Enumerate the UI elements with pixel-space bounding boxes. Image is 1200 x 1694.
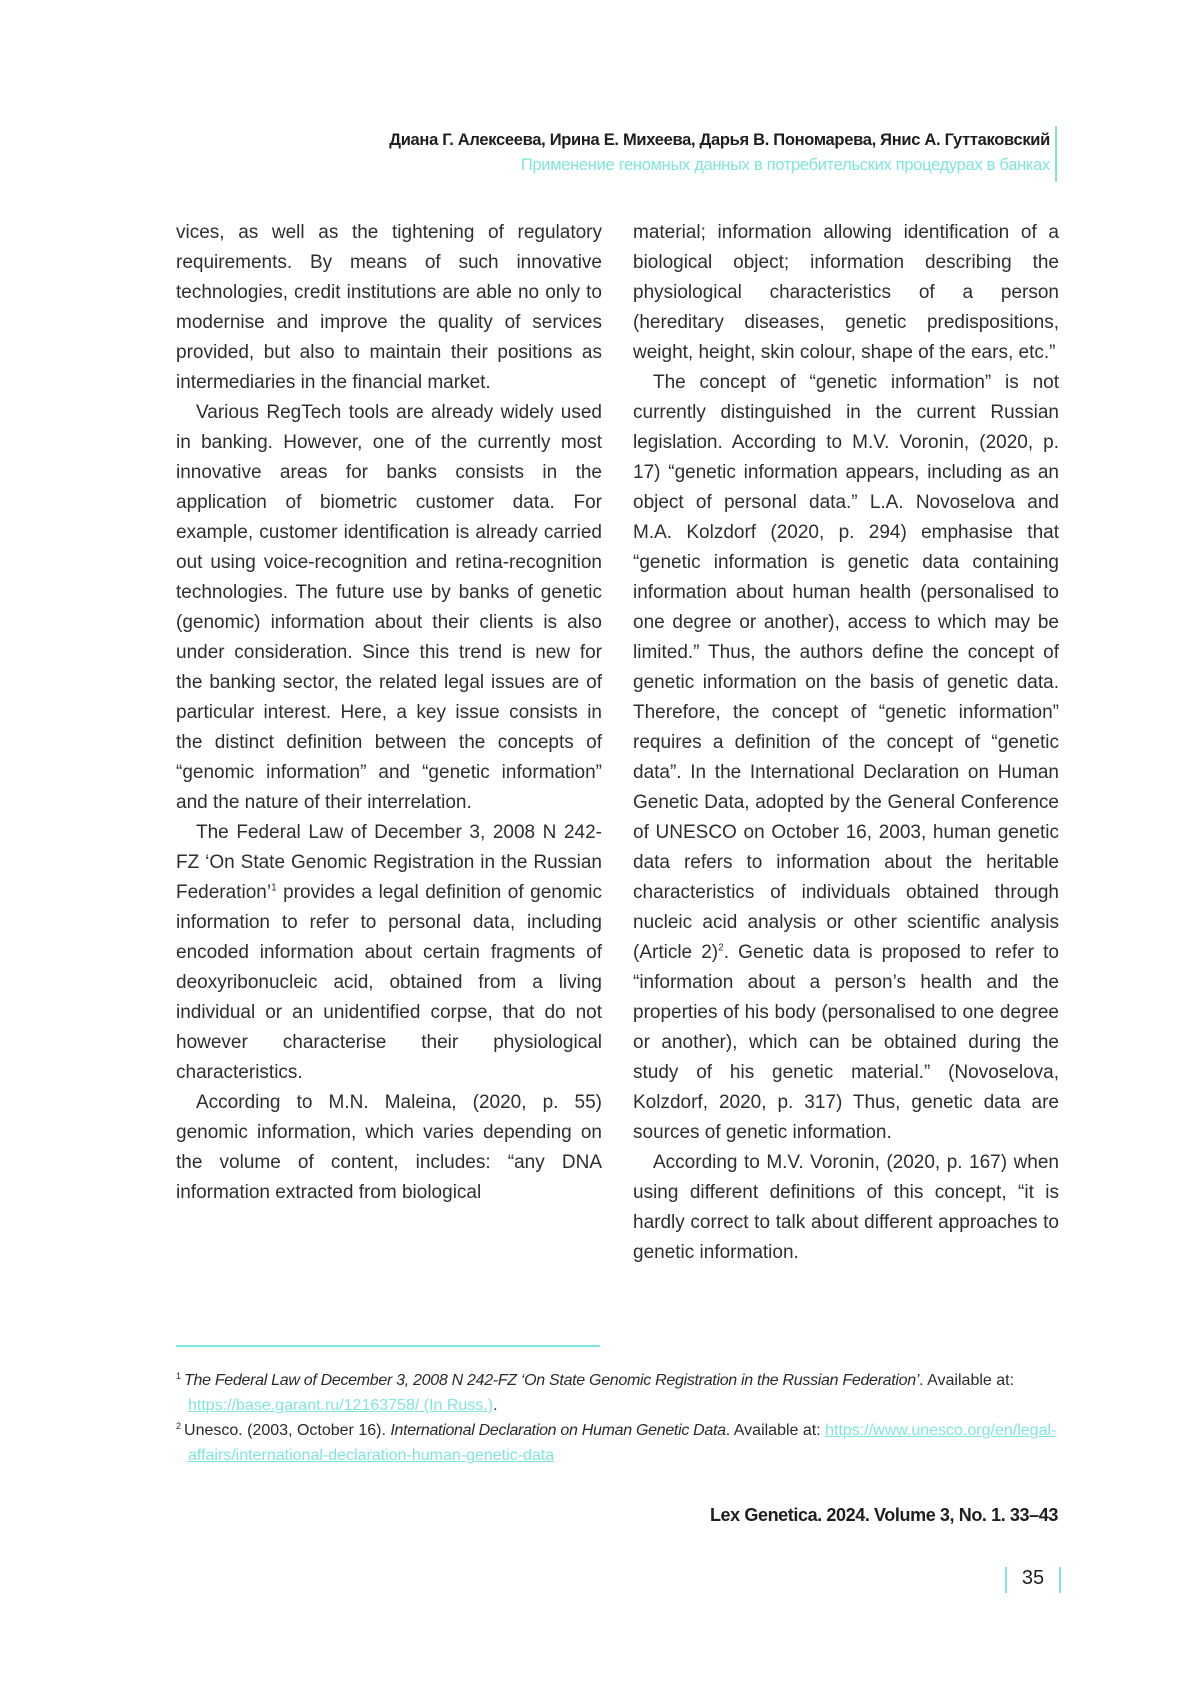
page-number-bar-right: [1059, 1567, 1061, 1593]
footnote-1: [176, 1368, 1061, 1418]
footnote-title: The Federal Law of December 3, 2008 N 242-FZ ‘On State Genomic Registration in the Russian Federation’: [184, 1372, 920, 1389]
paragraph: Various RegTech tools are already widely used in banking. However, one of the currently most innovative areas for banks consists in the application of biometric customer data. For example, customer identification is already carried out using voice-recognition and retina-recognition technologies. The future use by banks of genetic (genomic) information about their clients is also under consideration. Since this trend is new for the banking sector, the related legal issues are of particular interest. Here, a key issue consists in the distinct definition between the concepts of “genomic information” and “genetic information” and the nature of their interrelation.: [176, 402, 602, 813]
footnote-number: 2: [176, 1420, 182, 1431]
paragraph-text: The concept of “genetic information” is not currently distinguished in the current Russian legislation. According to M.V. Voronin, (2020, p. 17) “genetic information appears, including as an object of personal data.” L.A. Novoselova and M.A. Kolzdorf (2020, p. 294) emphasise that “genetic information is genetic data containing information about human health (personalised to one degree or another), access to which may be limited.” Thus, the authors define the concept of genetic information on the basis of genetic data. Therefore, the concept of “genetic information” requires a definition of the concept of “genetic data”. In the International Declaration on Human Genetic Data, adopted by the General Conference of UNESCO on October 16, 2003, human genetic data refers to information about the heritable characteristics of individuals obtained through nucleic acid analysis or other scientific analysis (Article 2): [633, 372, 1059, 963]
footnote-separator: [176, 1345, 600, 1347]
footnotes: [176, 1368, 1061, 1468]
paragraph: According to M.V. Voronin, (2020, p. 167) when using different definitions of this concept, “it is hardly correct to talk about different approaches to genetic information.: [633, 1152, 1059, 1263]
footnote-text: . Available at:: [725, 1422, 826, 1439]
paragraph-text: provides a legal definition of genomic information to refer to personal data, including encoded information about certain fragments of deoxyribonucleic acid, obtained from a living individual or an unidentified corpse, that do not however characterise their physiological characteristics.: [176, 882, 602, 1083]
footnote-text: . Available at:: [919, 1372, 1015, 1389]
footnote-number: 1: [176, 1370, 182, 1381]
page-number-box: [1005, 1563, 1061, 1593]
paragraph: material; information allowing identification of a biological object; information describing the physiological characteristics of a person (hereditary diseases, genetic predispositions, weight, height, skin colour, shape of the ears, etc.”: [633, 222, 1059, 363]
footnote-ref-2[interactable]: 2: [718, 942, 724, 954]
header-accent-bar: [1055, 126, 1057, 182]
footnote-title: International Declaration on Human Genetic Data: [390, 1422, 726, 1439]
paragraph-text: The Federal Law of December 3, 2008 N 242-FZ ‘On State Genomic Registration in the Russian Federation’: [176, 822, 602, 903]
left-column: [176, 218, 602, 1208]
header-authors: Диана Г. Алексеева, Ирина Е. Михеева, Дарья В. Пономарева, Янис А. Гуттаковский: [389, 131, 1050, 149]
journal-citation: Lex Genetica. 2024. Volume 3, No. 1. 33–43: [709, 1505, 1058, 1525]
footnote-link[interactable]: https://base.garant.ru/12163758/ (In Russ.): [188, 1397, 494, 1414]
footnote-text: .: [493, 1397, 498, 1414]
right-column: [633, 218, 1059, 1268]
paragraph: vices, as well as the tightening of regulatory requirements. By means of such innovative technologies, credit institutions are able no only to modernise and improve the quality of services provided, but also to maintain their positions as intermediaries in the financial market.: [176, 222, 602, 393]
footnote-ref-1[interactable]: 1: [271, 882, 277, 894]
footnote-text: Unesco. (2003, October 16).: [184, 1422, 391, 1439]
paragraph: [633, 368, 1059, 1148]
header-article-title: Применение геномных данных в потребительских процедурах в банках: [520, 156, 1050, 174]
paragraph: According to M.N. Maleina, (2020, p. 55) genomic information, which varies depending on the volume of content, includes: “any DNA information extracted from biological: [176, 1092, 602, 1203]
paragraph: [176, 818, 602, 1088]
running-header: [389, 128, 1050, 178]
footnote-2: [176, 1418, 1061, 1468]
footnote-link[interactable]: https://www.unesco.org/en/legal-affairs/international-declaration-human-genetic-data: [188, 1422, 1057, 1464]
page-number: 35: [1021, 1567, 1045, 1589]
paragraph-text: . Genetic data is proposed to refer to “information about a person’s health and the properties of his body (personalised to one degree or another), which can be obtained during the study of his genetic material.” (Novoselova, Kolzdorf, 2020, p. 317) Thus, genetic data are sources of genetic information.: [633, 942, 1059, 1143]
